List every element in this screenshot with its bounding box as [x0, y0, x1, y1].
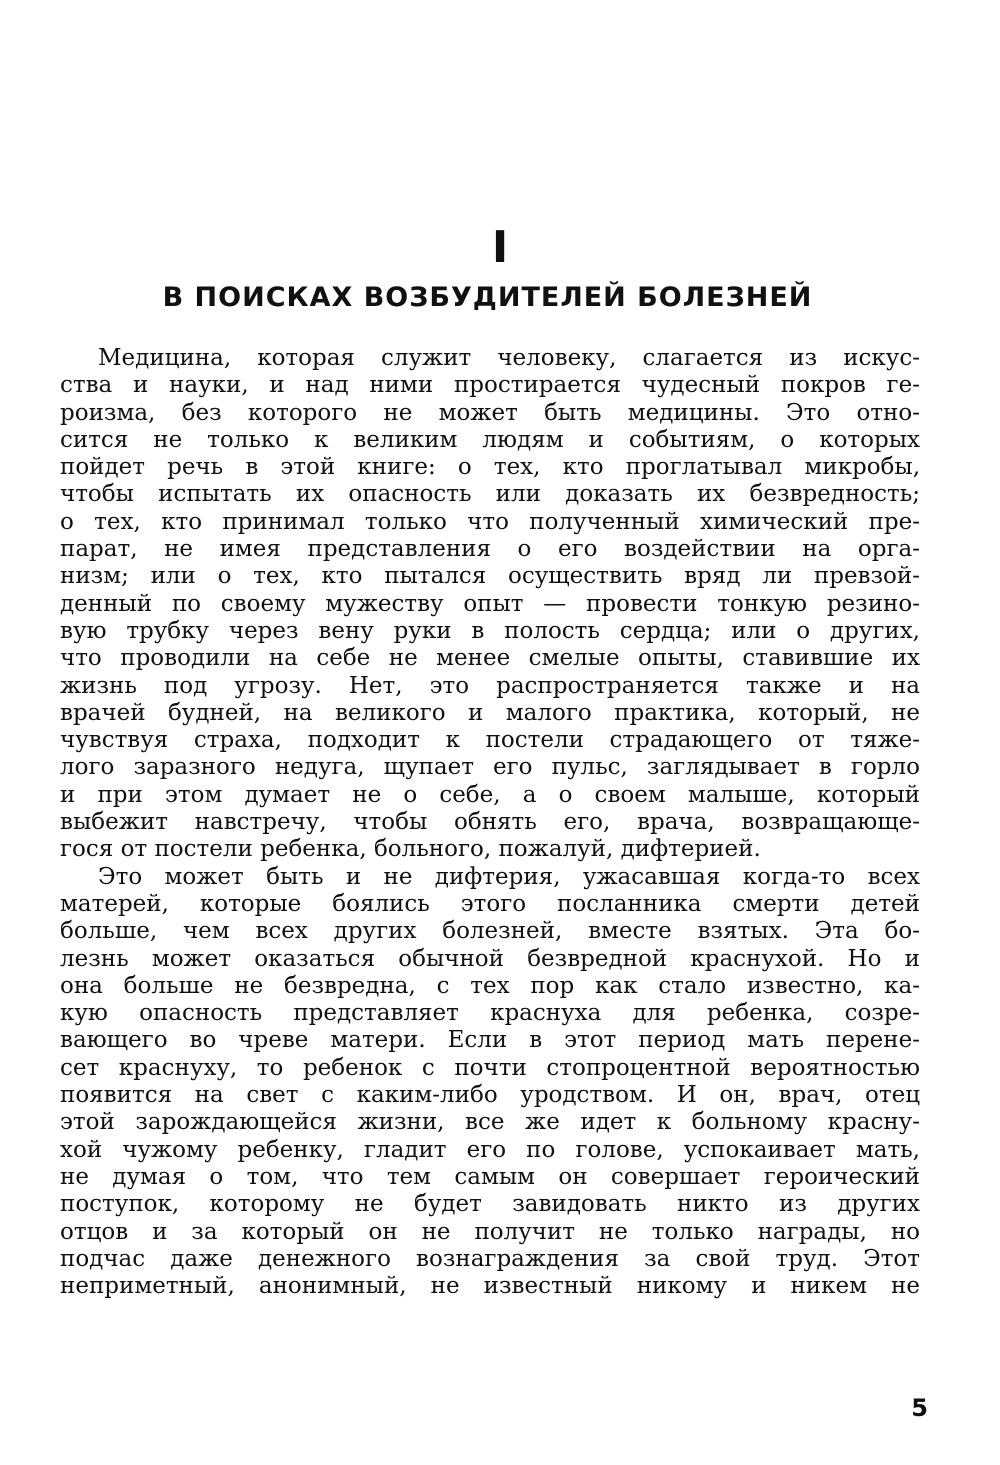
text-line: низм; или о тех, кто пытался осуществить вряд ли превзой-: [60, 563, 920, 590]
chapter-title: В ПОИСКАХ ВОЗБУДИТЕЛЕЙ БОЛЕЗНЕЙ: [162, 282, 813, 313]
text-line: отцов и за который он не получит не только награды, но: [60, 1218, 920, 1245]
body-text: [60, 345, 920, 1300]
text-line: Медицина, которая служит человеку, слагается из искус-: [98, 345, 920, 371]
text-line: сет краснуху, то ребенок с почти стопроцентной вероятностью: [60, 1054, 920, 1081]
text-line: поступок, которому не будет завидовать никто из других: [60, 1191, 920, 1218]
text-line: подчас даже денежного вознаграждения за свой труд. Этот: [60, 1245, 920, 1272]
text-line: чувствуя страха, подходит к постели страдающего от тяже-: [60, 727, 920, 754]
text-line: лезнь может оказаться обычной безвредной краснухой. Но и: [60, 945, 920, 972]
text-line: неприметный, анонимный, не известный никому и никем не: [60, 1273, 920, 1300]
text-line: денный по своему мужеству опыт — провести тонкую резино-: [60, 590, 920, 617]
text-line: матерей, которые боялись этого посланника смерти детей: [60, 890, 920, 917]
text-line: она больше не безвредна, с тех пор как стало известно, ка-: [60, 972, 920, 999]
text-line: и при этом думает не о себе, а о своем малыше, который: [60, 781, 920, 808]
page-number: 5: [911, 1394, 928, 1422]
paragraph: [60, 345, 920, 864]
text-line: выбежит навстречу, чтобы обнять его, врача, возвращающе-: [60, 809, 920, 836]
text-line: что проводили на себе не менее смелые опыты, ставившие их: [60, 645, 920, 672]
text-line: вую трубку через вену руки в полость сердца; или о других,: [60, 617, 920, 644]
text-line: пойдет речь в этой книге: о тех, кто проглатывал микробы,: [60, 454, 920, 481]
text-line: лого заразного недуга, щупает его пульс, заглядывает в горло: [60, 754, 920, 781]
text-line: сится не только к великим людям и событиям, о которых: [60, 426, 920, 453]
text-line: больше, чем всех других болезней, вместе взятых. Эта бо-: [60, 918, 920, 945]
text-line: вающего во чреве матери. Если в этот период мать перене-: [60, 1027, 920, 1054]
text-line: появится на свет с каким-либо уродством. И он, врач, отец: [60, 1082, 920, 1109]
text-line: роизма, без которого не может быть медицины. Это отно-: [60, 399, 920, 426]
text-line: этой зарождающейся жизни, все же идет к больному красну-: [60, 1109, 920, 1136]
text-line: врачей будней, на великого и малого практика, который, не: [60, 699, 920, 726]
text-line: не думая о том, что тем самым он совершает героический: [60, 1163, 920, 1190]
text-line: гося от постели ребенка, больного, пожалуй, дифтерией.: [60, 836, 761, 863]
text-line: о тех, кто принимал только что полученный химический пре-: [60, 508, 920, 535]
text-line: кую опасность представляет краснуха для ребенка, созре-: [60, 1000, 920, 1027]
text-line: Это может быть и не дифтерия, ужасавшая когда-то всех: [98, 863, 920, 890]
chapter-number: I: [491, 222, 509, 273]
paragraph: [60, 864, 920, 1301]
text-line: ства и науки, и над ними простирается чудесный покров ге-: [60, 372, 920, 399]
text-line: чтобы испытать их опасность или доказать их безвредность;: [60, 481, 920, 508]
text-line: парат, не имея представления о его воздействии на орга-: [60, 536, 920, 563]
text-line: жизнь под угрозу. Нет, это распространяется также и на: [60, 672, 920, 699]
text-line: хой чужому ребенку, гладит его по голове, успокаивает мать,: [60, 1136, 920, 1163]
